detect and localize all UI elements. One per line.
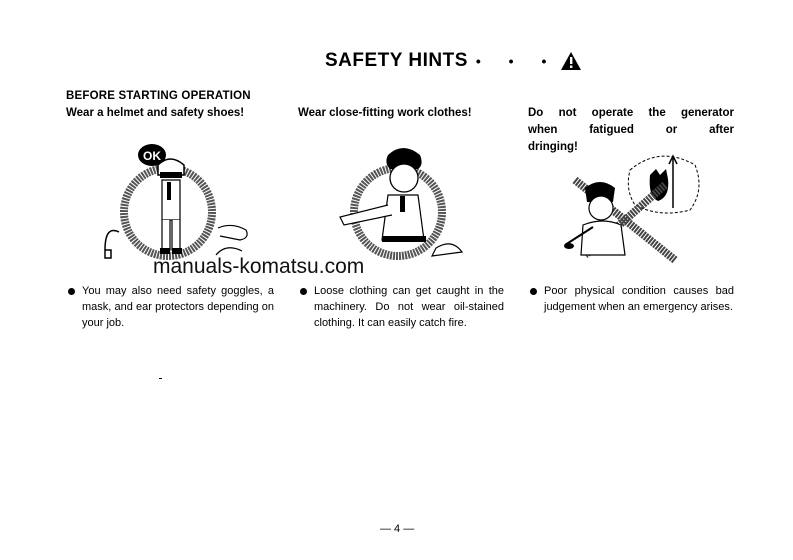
stray-mark <box>159 378 162 379</box>
drunk-worker-crossed-out-illustration <box>555 150 705 270</box>
column-2-bullet: Loose clothing can get caught in the machinery. Do not wear oil-stained clothing. It can easily catch fire. <box>298 283 504 331</box>
worker-with-helmet-ok-illustration <box>100 140 250 265</box>
column-3-heading: Do not operate the generator when fatigued or after dringing! <box>528 107 734 153</box>
ok-badge: OK <box>143 149 161 163</box>
page-number: — 4 — <box>380 523 415 535</box>
column-1-bullet: You may also need safety goggles, a mask, and ear protectors depending on your job. <box>66 283 274 331</box>
title-dots: • • • <box>475 53 559 69</box>
column-2-heading: Wear close-fitting work clothes! <box>298 107 472 119</box>
column-3-bullet: Poor physical condition causes bad judgement when an emergency arises. <box>528 283 734 315</box>
warning-triangle-icon <box>560 51 582 71</box>
column-1-heading: Wear a helmet and safety shoes! <box>66 107 245 119</box>
page-title <box>325 50 582 72</box>
watermark: manuals-komatsu.com <box>153 255 365 278</box>
worker-close-fitting-clothes-illustration <box>318 140 478 265</box>
page-title-text: SAFETY HINTS <box>325 50 468 71</box>
section-heading: BEFORE STARTING OPERATION <box>66 90 251 102</box>
